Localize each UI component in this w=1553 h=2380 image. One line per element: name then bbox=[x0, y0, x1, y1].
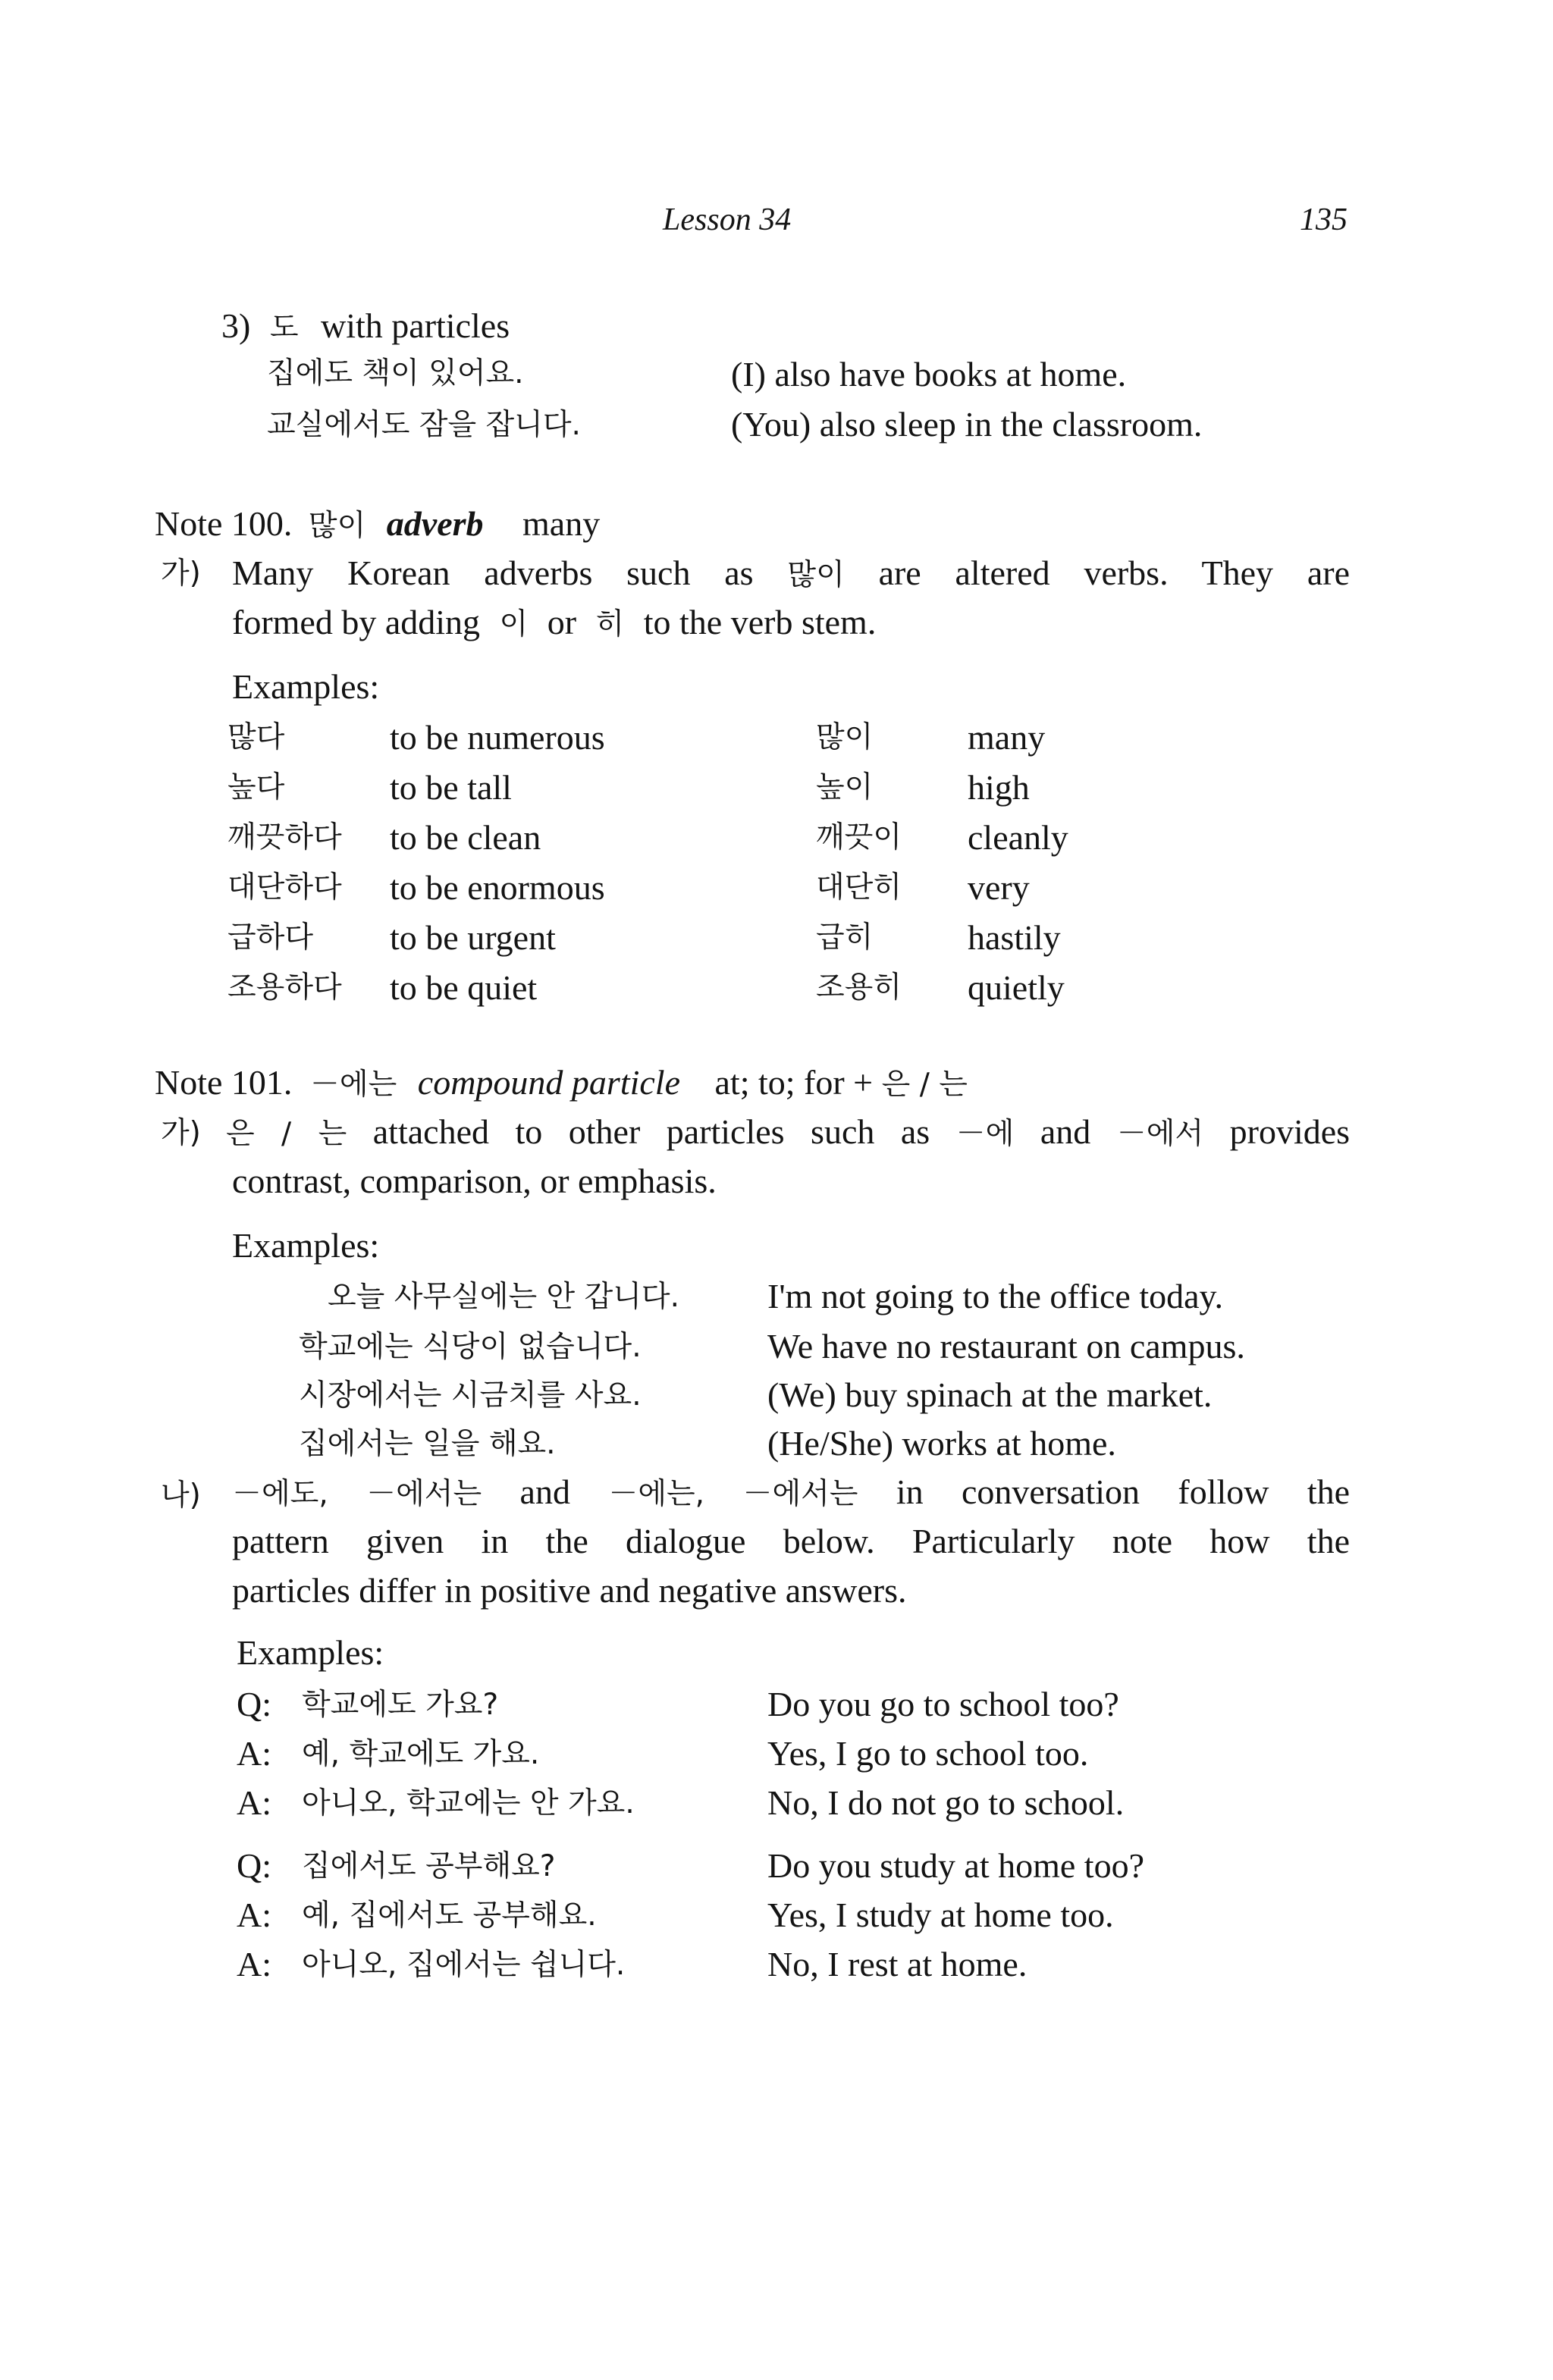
verb-korean: 많다 bbox=[227, 720, 285, 754]
note-101-inline-korean: 은 / 는 bbox=[226, 1117, 347, 1151]
verb-meaning: to be numerous bbox=[390, 718, 605, 757]
dialogue-speaker: A: bbox=[237, 1945, 271, 1983]
note-101-na-line-1 bbox=[232, 1471, 1350, 1513]
verb-meaning: to be clean bbox=[390, 818, 541, 857]
note-101-heading bbox=[155, 1061, 968, 1103]
verb-meaning: to be tall bbox=[390, 768, 512, 807]
note-101-text: attached to other particles such as bbox=[372, 1112, 930, 1151]
note-101-gloss: at; to; for + bbox=[714, 1063, 874, 1102]
note-101-marker-na: 나) bbox=[161, 1478, 201, 1513]
adverb-meaning: very bbox=[968, 868, 1030, 907]
example-korean: 학교에는 식당이 없습니다. bbox=[299, 1330, 642, 1364]
note-101-pos: compound particle bbox=[417, 1063, 680, 1102]
page-number: 135 bbox=[1300, 202, 1348, 237]
verb-korean: 깨끗하다 bbox=[227, 820, 342, 854]
adverb-korean: 조용히 bbox=[816, 971, 902, 1005]
example-translation: (I) also have books at home. bbox=[731, 355, 1127, 394]
dialogue-translation: Yes, I go to school too. bbox=[767, 1734, 1089, 1773]
note-100-pos: adverb bbox=[386, 504, 484, 543]
note-100-inline-korean: 이 bbox=[499, 607, 529, 641]
note-101-inline-korean: －에서는 bbox=[366, 1477, 482, 1511]
verb-meaning: to be quiet bbox=[390, 968, 538, 1007]
dialogue-korean: 예, 집에서도 공부해요. bbox=[302, 1899, 597, 1933]
note-101-inline-korean: －에서는 bbox=[742, 1477, 858, 1511]
dialogue-speaker: A: bbox=[237, 1734, 271, 1773]
note-100-heading bbox=[155, 503, 600, 544]
note-100-text: Many Korean adverbs such as bbox=[232, 553, 754, 592]
dialogue-speaker: Q: bbox=[237, 1685, 271, 1723]
adverb-meaning: many bbox=[968, 718, 1046, 757]
dialogue-korean: 예, 학교에도 가요. bbox=[302, 1737, 540, 1771]
note-100-marker: 가) bbox=[161, 557, 201, 591]
example-korean: 교실에서도 잠을 잡니다. bbox=[267, 408, 581, 442]
example-korean: 집에도 책이 있어요. bbox=[267, 356, 524, 390]
note-100-text: are altered verbs. They are bbox=[878, 553, 1351, 592]
adverb-korean: 높이 bbox=[816, 770, 874, 804]
running-header-lesson: Lesson 34 bbox=[663, 202, 792, 237]
note-101-text: and bbox=[1040, 1112, 1091, 1151]
note-100-text: to the verb stem. bbox=[643, 603, 877, 641]
example-translation: (We) buy spinach at the market. bbox=[767, 1375, 1213, 1414]
dialogue-examples-label: Examples: bbox=[237, 1633, 384, 1672]
example-korean: 오늘 사무실에는 안 갑니다. bbox=[328, 1280, 680, 1314]
adverb-meaning: hastily bbox=[968, 918, 1061, 957]
verb-meaning: to be enormous bbox=[390, 868, 605, 907]
note-101-gloss-korean: 은 / 는 bbox=[881, 1068, 968, 1102]
example-translation: (He/She) works at home. bbox=[767, 1424, 1116, 1463]
verb-korean: 높다 bbox=[227, 770, 285, 804]
section-3-korean: 도 bbox=[269, 311, 299, 345]
example-translation: I'm not going to the office today. bbox=[767, 1277, 1224, 1315]
note-101-inline-korean: －에는, bbox=[608, 1477, 705, 1511]
note-101-ga-line-1 bbox=[226, 1111, 1350, 1152]
dialogue-speaker: Q: bbox=[237, 1846, 271, 1885]
note-100-examples-label: Examples: bbox=[232, 667, 380, 706]
adverb-korean: 대단히 bbox=[816, 870, 902, 905]
note-100-text: or bbox=[547, 603, 577, 641]
adverb-meaning: high bbox=[968, 768, 1030, 807]
example-korean: 시장에서는 시금치를 사요. bbox=[299, 1378, 642, 1413]
verb-korean: 대단하다 bbox=[227, 870, 342, 905]
note-101-na-line-3: particles differ in positive and negative answers. bbox=[232, 1571, 907, 1610]
note-100-line-1 bbox=[232, 552, 1350, 594]
note-101-inline-korean: －에서 bbox=[1116, 1117, 1204, 1151]
dialogue-translation: Yes, I study at home too. bbox=[767, 1896, 1114, 1934]
dialogue-speaker: A: bbox=[237, 1783, 271, 1822]
section-3-number: 3) bbox=[221, 306, 251, 345]
note-101-inline-korean: －에도, bbox=[232, 1477, 328, 1511]
example-translation: (You) also sleep in the classroom. bbox=[731, 405, 1203, 444]
dialogue-speaker: A: bbox=[237, 1896, 271, 1934]
adverb-korean: 깨끗이 bbox=[816, 820, 902, 854]
note-101-ga-line-2: contrast, comparison, or emphasis. bbox=[232, 1162, 717, 1200]
dialogue-translation: No, I rest at home. bbox=[767, 1945, 1027, 1983]
dialogue-translation: Do you go to school too? bbox=[767, 1685, 1119, 1723]
note-101-text: in conversation follow the bbox=[896, 1472, 1351, 1511]
section-3-title: with particles bbox=[321, 306, 510, 345]
adverb-korean: 많이 bbox=[816, 720, 874, 754]
note-101-inline-korean: －에 bbox=[955, 1117, 1015, 1151]
dialogue-korean: 학교에도 가요? bbox=[302, 1688, 499, 1722]
note-100-label: Note 100. bbox=[155, 504, 293, 543]
note-101-text: provides bbox=[1229, 1112, 1351, 1151]
adverb-meaning: cleanly bbox=[968, 818, 1068, 857]
dialogue-translation: Do you study at home too? bbox=[767, 1846, 1144, 1885]
verb-meaning: to be urgent bbox=[390, 918, 556, 957]
example-translation: We have no restaurant on campus. bbox=[767, 1327, 1245, 1366]
note-100-text: formed by adding bbox=[232, 603, 481, 641]
note-101-na-line-2: pattern given in the dialogue below. Particularly note how the bbox=[232, 1522, 1350, 1560]
section-3-heading bbox=[221, 305, 510, 346]
example-korean: 집에서는 일을 해요. bbox=[299, 1427, 556, 1461]
dialogue-korean: 집에서도 공부해요? bbox=[302, 1849, 556, 1883]
dialogue-korean: 아니오, 학교에는 안 가요. bbox=[302, 1786, 635, 1820]
note-100-word: 많이 bbox=[308, 509, 366, 543]
verb-korean: 급하다 bbox=[227, 920, 314, 955]
note-100-inline-korean: 히 bbox=[595, 607, 625, 641]
dialogue-translation: No, I do not go to school. bbox=[767, 1783, 1125, 1822]
adverb-meaning: quietly bbox=[968, 968, 1065, 1007]
note-101-label: Note 101. bbox=[155, 1063, 293, 1102]
note-101-word: －에는 bbox=[309, 1068, 397, 1102]
note-100-line-2 bbox=[232, 601, 876, 643]
note-101-examples-label: Examples: bbox=[232, 1226, 380, 1265]
note-100-inline-korean: 많이 bbox=[787, 558, 845, 592]
note-100-gloss: many bbox=[522, 504, 601, 543]
verb-korean: 조용하다 bbox=[227, 971, 342, 1005]
adverb-korean: 급히 bbox=[816, 920, 874, 955]
note-101-text: and bbox=[519, 1472, 570, 1511]
note-101-marker-ga: 가) bbox=[161, 1116, 201, 1150]
dialogue-korean: 아니오, 집에서는 쉽니다. bbox=[302, 1948, 626, 1982]
